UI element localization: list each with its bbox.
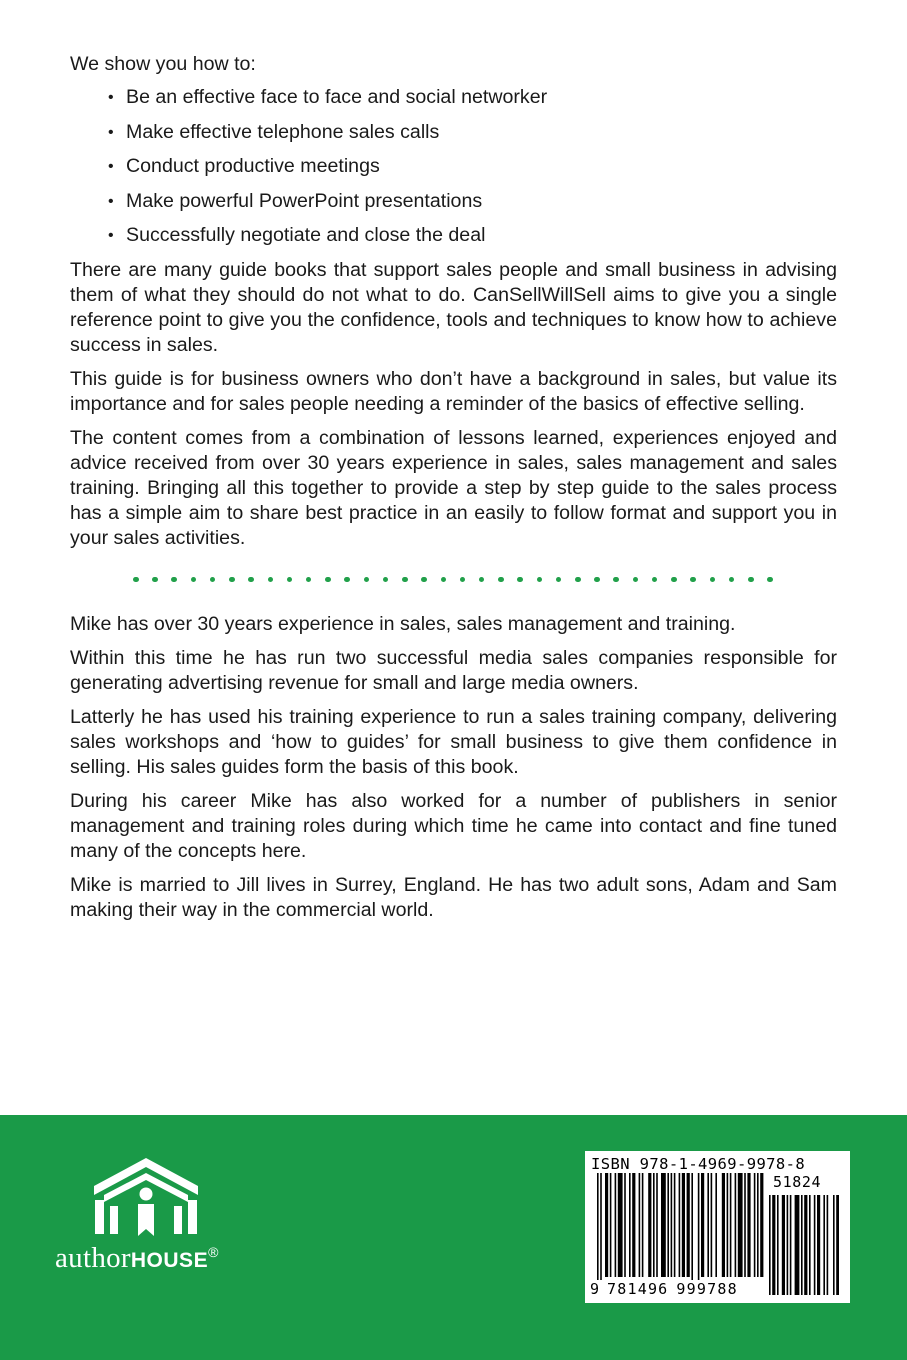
divider-dot xyxy=(710,577,716,583)
barcode-bar xyxy=(691,1173,693,1285)
barcode-bar xyxy=(772,1195,775,1295)
barcode-bar xyxy=(790,1195,792,1295)
barcode-bar xyxy=(722,1173,725,1277)
divider-dot xyxy=(517,577,523,583)
barcode-bar xyxy=(618,1173,623,1277)
divider-dot xyxy=(325,577,331,583)
divider-dot xyxy=(748,577,754,583)
barcode-bar xyxy=(615,1173,617,1277)
list-item: • Conduct productive meetings xyxy=(108,155,380,177)
bullet-icon: • xyxy=(108,158,114,175)
barcode-bar xyxy=(730,1173,732,1277)
barcode-bar xyxy=(701,1173,704,1277)
divider-dot xyxy=(498,577,504,583)
divider-dot xyxy=(767,577,773,583)
divider-dot xyxy=(306,577,312,583)
barcode-bar xyxy=(707,1173,709,1277)
bullet-icon: • xyxy=(108,89,114,106)
divider-dot xyxy=(556,577,562,583)
barcode-bar xyxy=(610,1173,612,1277)
list-item: • Be an effective face to face and social networker xyxy=(108,86,548,108)
barcode-bar xyxy=(656,1173,658,1277)
barcode-bar xyxy=(823,1195,825,1295)
description-paragraph: This guide is for business owners who don’t have a background in sales, but value its importance and for sales people needing a reminder of the basics of effective selling. xyxy=(70,367,837,415)
divider-dot xyxy=(690,577,696,583)
barcode-bar xyxy=(624,1173,626,1277)
ean13-bars xyxy=(597,1173,765,1295)
divider-dot xyxy=(344,577,350,583)
barcode-bar xyxy=(769,1195,771,1295)
barcode-bar xyxy=(682,1173,685,1277)
barcode-bar xyxy=(653,1173,655,1277)
divider-dot xyxy=(652,577,658,583)
barcode-bar xyxy=(747,1173,750,1277)
barcode-bar xyxy=(711,1173,713,1277)
isbn-label: ISBN 978-1-4969-9978-8 xyxy=(591,1155,806,1173)
bullet-icon: • xyxy=(108,227,114,244)
divider-dot xyxy=(268,577,274,583)
author-bio-paragraph: Mike is married to Jill lives in Surrey, England. He has two adult sons, Adam and Sam making their way in the commercial world. xyxy=(70,874,837,921)
bullet-icon: • xyxy=(108,192,114,210)
list-item: • Make powerful PowerPoint presentations xyxy=(108,189,483,212)
barcode-bar xyxy=(687,1173,690,1277)
publisher-wordmark: authorHOUSE® xyxy=(55,1242,219,1274)
addon-bars xyxy=(769,1195,839,1295)
barcode-bar xyxy=(760,1173,763,1277)
barcode-bar xyxy=(814,1195,816,1295)
barcode-bar xyxy=(671,1173,673,1277)
barcode-bar xyxy=(715,1173,717,1277)
divider-dot xyxy=(248,577,254,583)
barcode-bar xyxy=(833,1195,835,1295)
description-paragraph: There are many guide books that support sales people and small business in advising them of what they should do not what to do. CanSellWillSell aims to give you a single reference point to give you the confidence, tools and techniques to know how to achieve success in sales. xyxy=(70,258,837,356)
barcode-bar xyxy=(642,1173,644,1277)
barcode-bar xyxy=(777,1195,779,1295)
barcode-bar xyxy=(809,1195,811,1295)
barcode-bar xyxy=(735,1173,737,1277)
divider-dot xyxy=(152,577,158,583)
barcode-bar xyxy=(648,1173,651,1277)
divider-dot xyxy=(421,577,427,583)
barcode-bar xyxy=(795,1195,800,1295)
isbn-barcode xyxy=(585,1151,850,1303)
divider-dot xyxy=(537,577,543,583)
divider-dot xyxy=(191,577,197,583)
house-book-icon xyxy=(90,1152,202,1238)
barcode-bar xyxy=(629,1173,631,1277)
divider-dot xyxy=(364,577,370,583)
barcode-bar xyxy=(782,1195,785,1295)
divider-dot xyxy=(460,577,466,583)
barcode-bar xyxy=(632,1173,635,1277)
list-item: • Successfully negotiate and close the deal xyxy=(108,224,486,246)
divider-dot xyxy=(479,577,485,583)
list-item: • Make effective telephone sales calls xyxy=(108,120,440,143)
barcode-bar xyxy=(727,1173,729,1277)
barcode-bar xyxy=(804,1195,807,1295)
barcode-bar xyxy=(754,1173,756,1277)
barcode-bar xyxy=(836,1195,839,1295)
barcode-bar xyxy=(757,1173,759,1277)
dotted-divider xyxy=(133,577,773,583)
barcode-bar xyxy=(667,1173,669,1277)
barcode-bar xyxy=(744,1173,746,1277)
intro-line: We show you how to: xyxy=(70,53,256,75)
divider-dot xyxy=(575,577,581,583)
publisher-footer xyxy=(0,1115,907,1360)
bullet-icon: • xyxy=(108,123,114,141)
barcode-bar xyxy=(639,1173,641,1277)
divider-dot xyxy=(287,577,293,583)
author-bio-paragraph: During his career Mike has also worked for a number of publishers in senior management and training roles during which time he came into contact and fine tuned many of the concepts here. xyxy=(70,790,837,862)
barcode-digits: 9 781496 999788 xyxy=(590,1280,738,1298)
barcode-bar xyxy=(698,1173,700,1285)
author-bio-paragraph: Within this time he has run two successful media sales companies responsible for generating advertising revenue for small and large media owners. xyxy=(70,647,837,694)
barcode-bar xyxy=(597,1173,599,1285)
barcode-bar xyxy=(661,1173,666,1277)
barcode-bar xyxy=(600,1173,602,1285)
author-bio-paragraph: Latterly he has used his training experience to run a sales training company, delivering sales workshops and ‘how to guides’ for small business to give them confidence in selling. His sales guides form the basis of this book. xyxy=(70,706,837,778)
barcode-bar xyxy=(827,1195,829,1295)
divider-dot xyxy=(383,577,389,583)
back-cover-text xyxy=(70,52,837,932)
skills-list xyxy=(70,85,837,248)
barcode-bar xyxy=(817,1195,820,1295)
barcode-bar xyxy=(605,1173,608,1277)
barcode-bar xyxy=(674,1173,676,1277)
divider-dot xyxy=(729,577,735,583)
divider-dot xyxy=(633,577,639,583)
divider-dot xyxy=(210,577,216,583)
barcode-bar xyxy=(801,1195,803,1295)
addon-digits: 51824 xyxy=(773,1173,822,1191)
publisher-logo xyxy=(55,1152,255,1292)
barcode-bar xyxy=(738,1173,743,1277)
divider-dot xyxy=(671,577,677,583)
description-paragraph: The content comes from a combination of lessons learned, experiences enjoyed and advice received from over 30 years experience in sales, sales management and sales training. Bringing all this together to provide a step by step guide to the sales process has a simple aim to share best practice in an easily to follow format and support you in your sales activities. xyxy=(70,426,837,549)
barcode-bar xyxy=(787,1195,789,1295)
divider-dot xyxy=(402,577,408,583)
divider-dot xyxy=(171,577,177,583)
divider-dot xyxy=(441,577,447,583)
divider-dot xyxy=(613,577,619,583)
barcode-bar xyxy=(679,1173,681,1277)
divider-dot xyxy=(133,577,139,583)
divider-dot xyxy=(229,577,235,583)
divider-dot xyxy=(594,577,600,583)
author-bio-paragraph: Mike has over 30 years experience in sales, sales management and training. xyxy=(70,613,736,635)
